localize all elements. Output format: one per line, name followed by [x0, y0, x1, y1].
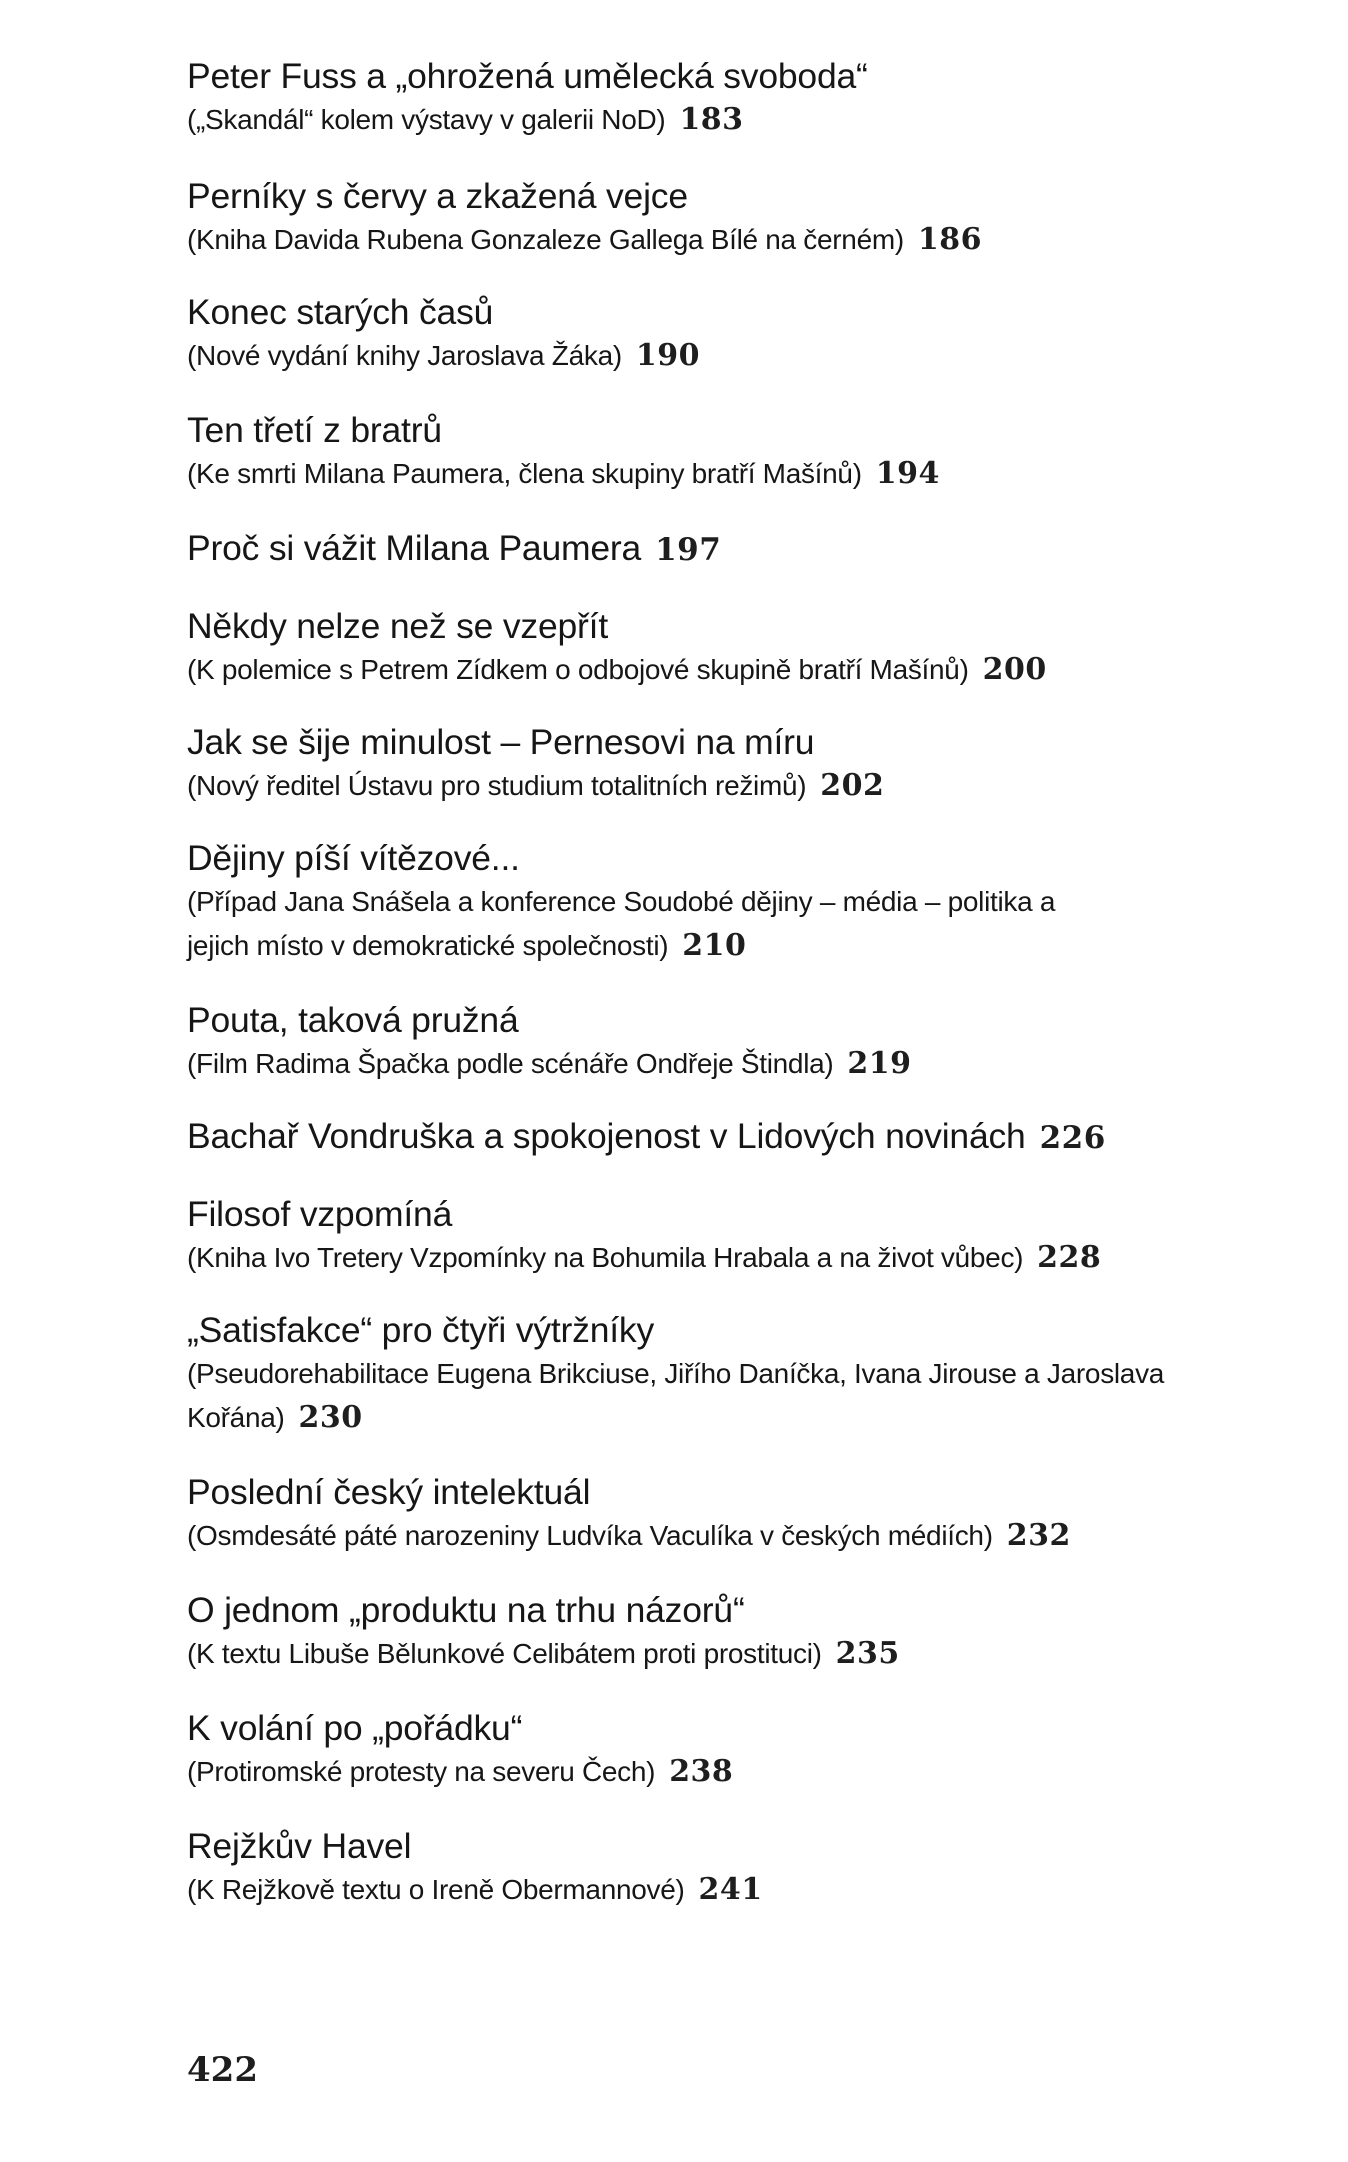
entry-subtitle-line	[187, 1236, 1267, 1280]
toc-entry	[187, 1706, 1267, 1794]
entry-page-number: 197	[655, 532, 722, 568]
entry-subtitle-line	[187, 1514, 1267, 1558]
toc-entry	[187, 604, 1267, 692]
entry-subtitle-line	[187, 1868, 1267, 1912]
entry-subtitle: (Případ Jana Snášela a konference Soudobé dějiny – média – politika a jejich místo v demokratické společnosti)	[187, 886, 1056, 961]
toc-entry	[187, 720, 1267, 808]
entry-title: Ten třetí z bratrů	[187, 410, 442, 450]
entry-title: Proč si vážit Milana Paumera	[187, 528, 642, 568]
entry-subtitle: (K Rejžkově textu o Ireně Obermannové)	[187, 1874, 685, 1905]
entry-subtitle-line	[187, 1750, 1267, 1794]
entry-subtitle-line	[187, 880, 1087, 968]
page-number: 422	[187, 2050, 258, 2090]
entry-title: Filosof vzpomíná	[187, 1194, 453, 1234]
entry-title: Pouta, taková pružná	[187, 1000, 519, 1040]
entry-title: K volání po „pořádku“	[187, 1708, 523, 1748]
entry-subtitle: (Osmdesáté páté narozeniny Ludvíka Vaculíka v českých médiích)	[187, 1520, 993, 1551]
entry-subtitle-line	[187, 764, 1267, 808]
entry-page-number: 194	[875, 456, 940, 491]
entry-title-line	[187, 1114, 1267, 1160]
entry-subtitle-line	[187, 1352, 1177, 1440]
entry-title: Dějiny píší vítězové...	[187, 838, 520, 878]
entry-page-number: 219	[847, 1046, 912, 1081]
entry-page-number: 202	[820, 768, 885, 803]
entry-title: O jednom „produktu na trhu názorů“	[187, 1590, 745, 1630]
toc-entry	[187, 290, 1267, 378]
entry-title: Konec starých časů	[187, 292, 494, 332]
entry-subtitle: (Nový ředitel Ústavu pro studium totalitních režimů)	[187, 770, 807, 801]
entry-page-number: 230	[298, 1400, 363, 1435]
entry-page-number: 186	[917, 222, 983, 257]
entry-subtitle-line	[187, 98, 1267, 142]
entry-page-number: 235	[835, 1636, 900, 1671]
entry-title: Někdy nelze než se vzepřít	[187, 606, 609, 646]
entry-subtitle: (K textu Libuše Bělunkové Celibátem proti prostituci)	[187, 1638, 822, 1669]
entry-title: Rejžkův Havel	[187, 1826, 412, 1866]
entry-page-number: 238	[669, 1754, 734, 1789]
entry-page-number: 241	[698, 1872, 763, 1907]
entry-page-number: 232	[1006, 1518, 1071, 1553]
toc-entry	[187, 408, 1267, 496]
entry-subtitle-line	[187, 452, 1267, 496]
entry-subtitle: (K polemice s Petrem Zídkem o odbojové skupině bratří Mašínů)	[187, 654, 969, 685]
toc-entry	[187, 1824, 1267, 1912]
toc-entry	[187, 1588, 1267, 1676]
entry-title-line	[187, 526, 1267, 572]
entry-subtitle: (Nové vydání knihy Jaroslava Žáka)	[187, 340, 622, 371]
entry-title: Peter Fuss a „ohrožená umělecká svoboda“	[187, 56, 868, 96]
entry-title: Bachař Vondruška a spokojenost v Lidových novinách	[187, 1116, 1026, 1156]
toc-entry	[187, 1470, 1267, 1558]
entry-subtitle: („Skandál“ kolem výstavy v galerii NoD)	[187, 104, 666, 135]
entry-subtitle-line	[187, 1632, 1267, 1676]
entry-title: Perníky s červy a zkažená vejce	[187, 176, 688, 216]
entry-page-number: 228	[1037, 1240, 1102, 1275]
entry-page-number: 190	[635, 338, 700, 373]
entry-title: Poslední český intelektuál	[187, 1472, 591, 1512]
entry-subtitle: (Ke smrti Milana Paumera, člena skupiny bratří Mašínů)	[187, 458, 862, 489]
toc-entry	[187, 1114, 1267, 1160]
toc-entry	[187, 1192, 1267, 1280]
toc-entry	[187, 174, 1267, 262]
entry-page-number: 210	[682, 928, 747, 963]
entry-subtitle: (Kniha Ivo Tretery Vzpomínky na Bohumila Hrabala a na život vůbec)	[187, 1242, 1024, 1273]
entry-subtitle-line	[187, 648, 1267, 692]
entry-title: „Satisfakce“ pro čtyři výtržníky	[187, 1310, 655, 1350]
entry-page-number: 183	[679, 102, 744, 137]
entry-subtitle-line	[187, 334, 1267, 378]
toc-entry	[187, 1308, 1267, 1440]
entry-page-number: 226	[1039, 1120, 1106, 1156]
entry-subtitle: (Film Radima Špačka podle scénáře Ondřeje Štindla)	[187, 1048, 834, 1079]
toc-entry	[187, 836, 1267, 968]
entry-page-number: 200	[982, 652, 1047, 687]
toc-entry	[187, 998, 1267, 1086]
entry-subtitle: (Protiromské protesty na severu Čech)	[187, 1756, 656, 1787]
entry-subtitle-line	[187, 1042, 1267, 1086]
toc-entry	[187, 526, 1267, 572]
toc-entry	[187, 54, 1267, 142]
entry-subtitle: (Pseudorehabilitace Eugena Brikciuse, Jiřího Daníčka, Ivana Jirouse a Jaroslava Kořána)	[187, 1358, 1165, 1433]
entry-subtitle: (Kniha Davida Rubena Gonzaleze Gallega Bílé na černém)	[187, 224, 904, 255]
entry-subtitle-line	[187, 218, 1267, 262]
entry-title: Jak se šije minulost – Pernesovi na míru	[187, 722, 815, 762]
